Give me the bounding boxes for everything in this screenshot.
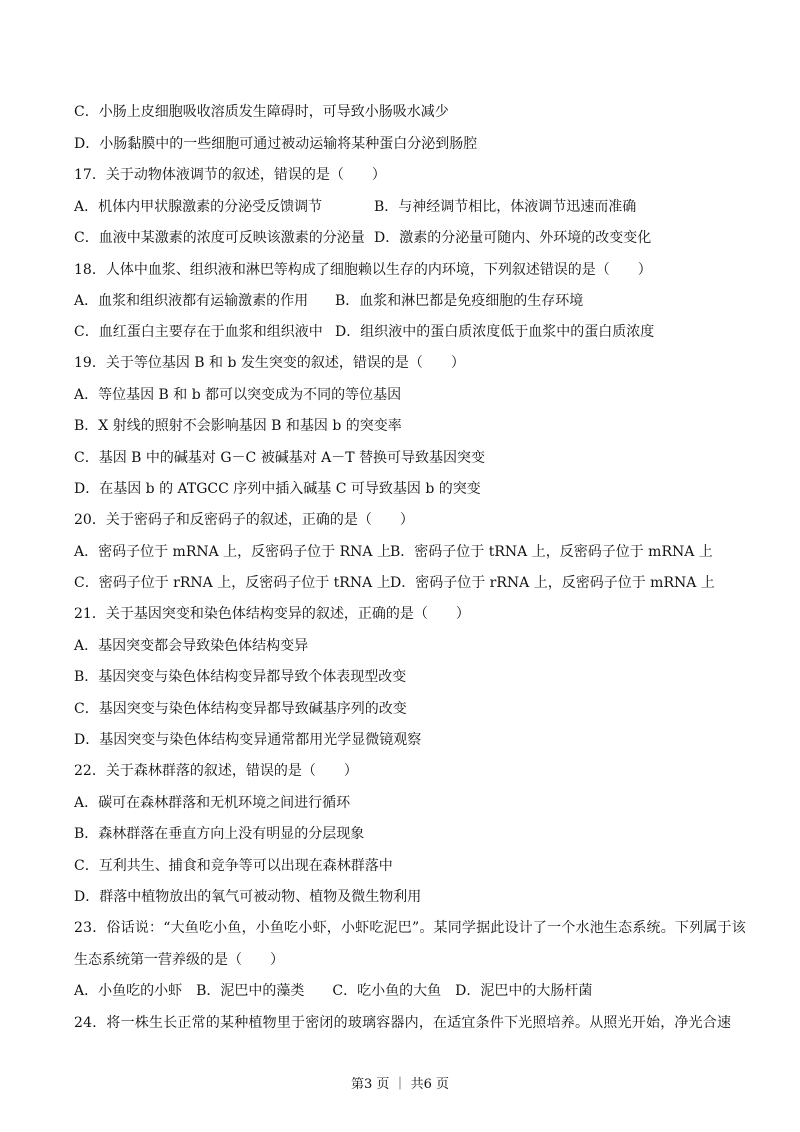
option-c: C．密码子位于 rRNA 上，反密码子位于 tRNA 上 (74, 575, 391, 591)
question-22: 22．关于森林群落的叙述，错误的是（ ） (74, 763, 358, 779)
option-a: A．基因突变都会导致染色体结构变异 (74, 638, 309, 654)
question-20-options-ab (74, 542, 713, 562)
option-c: C．基因 B 中的碱基对 G－C 被碱基对 A－T 替换可导致基因突变 (74, 450, 486, 466)
option-a: A．碳可在森林群落和无机环境之间进行循环 (74, 795, 351, 811)
option-a: A．等位基因 B 和 b 都可以突变成为不同的等位基因 (74, 387, 402, 403)
question-18-options-ab (74, 291, 584, 311)
question-20: 20．关于密码子和反密码子的叙述，正确的是（ ） (74, 512, 414, 528)
question-19: 19．关于等位基因 B 和 b 发生突变的叙述，错误的是（ ） (74, 355, 465, 371)
option-b: B．血浆和淋巴都是免疫细胞的生存环境 (335, 293, 584, 309)
option-line: C．小肠上皮细胞吸收溶质发生障碍时，可导致小肠吸水减少 (74, 104, 449, 120)
question-21: 21．关于基因突变和染色体结构变异的叙述，正确的是（ ） (74, 606, 470, 622)
question-17-options-cd (74, 228, 652, 248)
option-d: D．激素的分泌量可随内、外环境的改变变化 (374, 230, 652, 246)
question-18: 18．人体中血浆、组织液和淋巴等构成了细胞赖以生存的内环境，下列叙述错误的是（ ） (74, 262, 652, 278)
option-b: B．与神经调节相比，体液调节迅速而准确 (374, 199, 637, 215)
question-18-options-cd (74, 322, 655, 342)
option-c: C．基因突变与染色体结构变异都导致碱基序列的改变 (74, 701, 407, 717)
option-b: B．密码子位于 tRNA 上，反密码子位于 mRNA 上 (390, 544, 713, 560)
option-a: A．血浆和组织液都有运输激素的作用 (74, 293, 309, 309)
option-d: D．组织液中的蛋白质浓度低于血浆中的蛋白质浓度 (335, 324, 655, 340)
question-20-options-cd (74, 573, 715, 593)
question-17: 17．关于动物体液调节的叙述，错误的是（ ） (74, 167, 386, 183)
option-line: D．小肠黏膜中的一些细胞可通过被动运输将某种蛋白分泌到肠腔 (74, 136, 478, 152)
option-c: C．血红蛋白主要存在于血浆和组织液中 (74, 324, 323, 340)
option-d: D．基因突变与染色体结构变异通常都用光学显微镜观察 (74, 732, 422, 748)
question-23-continued: 生态系统第一营养级的是（ ） (74, 952, 284, 968)
option-d: D．群落中植物放出的氧气可被动物、植物及微生物利用 (74, 889, 422, 905)
option-d: D．在基因 b 的 ATGCC 序列中插入碱基 C 可导致基因 b 的突变 (74, 481, 481, 497)
option-d: D．密码子位于 rRNA 上，反密码子位于 mRNA 上 (390, 575, 715, 591)
option-b: B．X 射线的照射不会影响基因 B 和基因 b 的突变率 (74, 418, 402, 434)
question-17-options-ab (74, 197, 637, 217)
question-24: 24．将一株生长正常的某种植物里于密闭的玻璃容器内，在适宜条件下光照培养。从照光开始，净光合速 (74, 1015, 732, 1031)
option-b: B．基因突变与染色体结构变异都导致个体表现型改变 (74, 669, 407, 685)
option-a: A．机体内甲状腺激素的分泌受反馈调节 (74, 199, 323, 215)
option-c: C．血液中某激素的浓度可反映该激素的分泌量 (74, 230, 365, 246)
question-23-options: A．小鱼吃的小虾 B．泥巴中的藻类 C．吃小鱼的大鱼 D．泥巴中的大肠杆菌 (74, 983, 593, 999)
page-footer: 第3 页 ｜ 共6 页 (350, 1077, 450, 1092)
question-23: 23．俗话说：“大鱼吃小鱼，小鱼吃小虾，小虾吃泥巴”。某同学据此设计了一个水池生态系统。下列属于该 (74, 920, 746, 936)
option-a: A．密码子位于 mRNA 上，反密码子位于 RNA 上 (74, 544, 391, 560)
option-c: C．互利共生、捕食和竞争等可以出现在森林群落中 (74, 858, 393, 874)
option-b: B．森林群落在垂直方向上没有明显的分层现象 (74, 826, 365, 842)
